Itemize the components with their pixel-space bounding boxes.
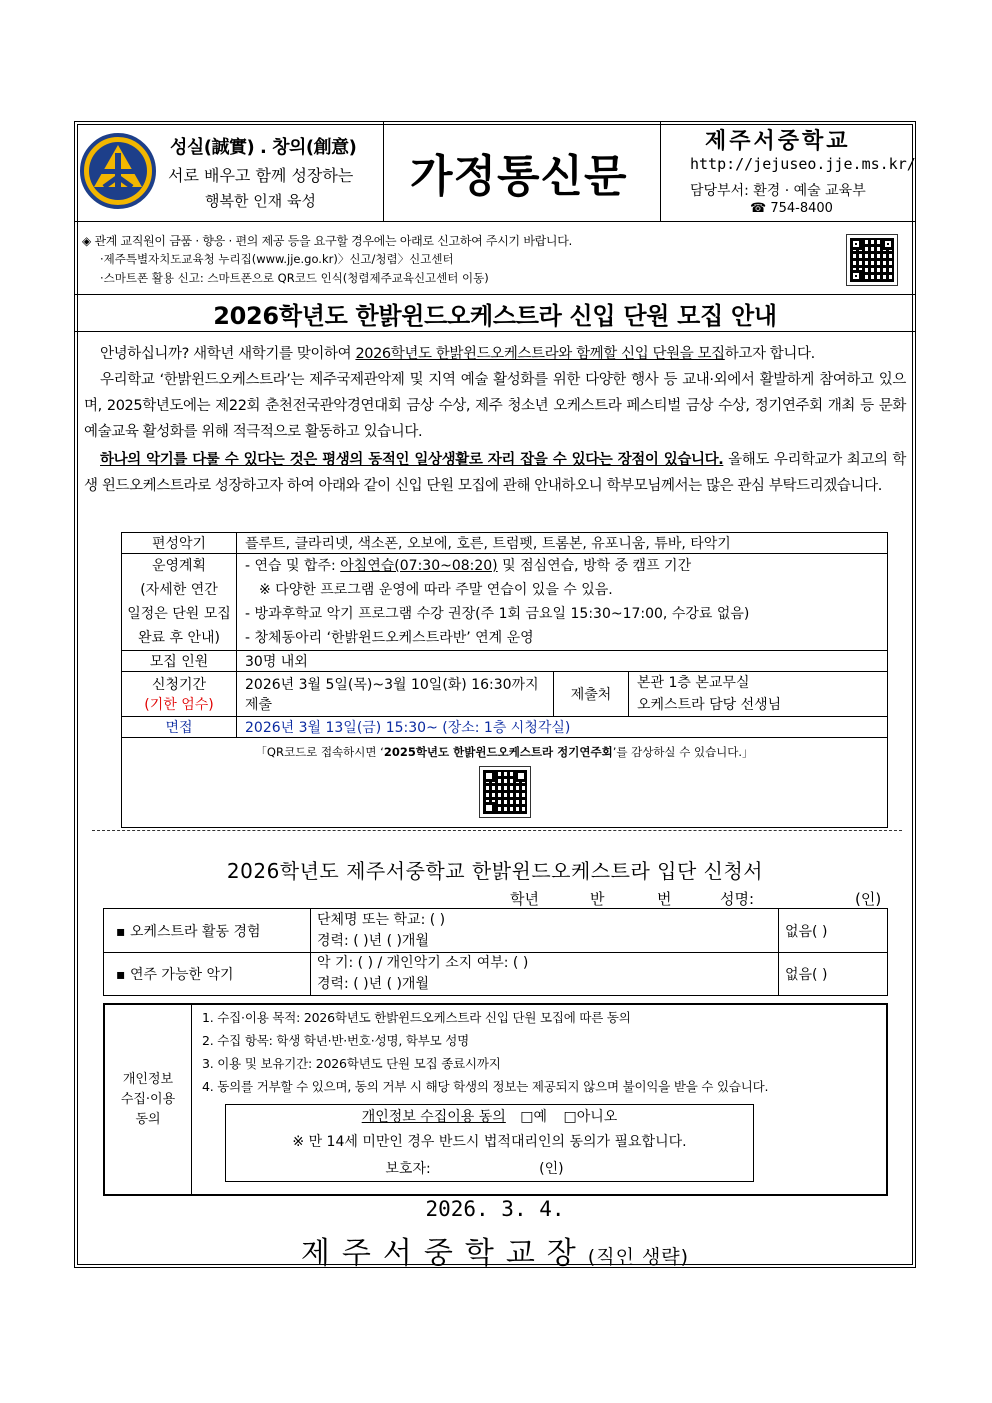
plan-label: 운영계획 (자세한 연간 일정은 단원 모집 완료 후 안내) <box>122 554 237 651</box>
recruit-info-table <box>121 532 888 828</box>
cut-line <box>92 830 902 831</box>
consent-item-3: 3. 이용 및 보유기간: 2026학년도 단원 모집 종료시까지 <box>202 1056 501 1071</box>
intro-paragraph: 안녕하십니까? 새학년 새학기를 맞이하여 2026학년도 한밝윈드오케스트라와 함께할 신입 단원을 모집하고자 합니다. <box>100 346 815 362</box>
class-label: 반 <box>590 890 605 908</box>
interview-value: 2026년 3월 13일(금) 15:30~ (장소: 1층 시청각실) <box>237 717 888 738</box>
experience-field[interactable]: 단체명 또는 학교: ( ) 경력: ( )년 ( )개월 <box>311 909 779 953</box>
consent-yes-checkbox[interactable]: □예 <box>520 1109 548 1125</box>
experience-label: ▪ 오케스트라 활동 경험 <box>104 909 311 953</box>
submit-value: 본관 1층 본교무실 오케스트라 담당 선생님 <box>629 672 888 717</box>
report-qr-code-icon <box>846 234 898 286</box>
notice-title: 2026학년도 한밝윈드오케스트라 신입 단원 모집 안내 <box>213 302 777 330</box>
consent-item-2: 2. 수집 항목: 학생 학년·반·번호·성명, 학부모 성명 <box>202 1033 470 1048</box>
phone-number: ☎ 754-8400 <box>750 201 833 216</box>
name-label: 성명: <box>720 890 755 908</box>
minor-note: ※ 만 14세 미만인 경우 반드시 법적대리인의 동의가 필요합니다. <box>292 1134 687 1150</box>
consent-item-1: 1. 수집·이용 목적: 2026학년도 한밝윈드오케스트라 신입 단원 모집에 따른 동의 <box>202 1010 631 1025</box>
number-label: 번 <box>657 890 672 908</box>
submit-label: 제출처 <box>554 672 629 717</box>
newsletter-title: 가정통신문 <box>410 151 628 202</box>
department: 담당부서: 환경 · 예술 교육부 <box>690 183 866 199</box>
apply-value: 2026년 3월 5일(목)~3월 10일(화) 16:30까지 제출 <box>237 672 554 717</box>
consent-label: 개인정보 수집·이용 동의 <box>105 1005 192 1194</box>
consent-signature-box <box>225 1104 754 1182</box>
report-divider <box>74 294 916 295</box>
instrument-label: ▪ 연주 가능한 악기 <box>104 953 311 996</box>
report-web: ·제주특별자치도교육청 누리집(www.jje.go.kr)〉신고/청렴〉신고센터 <box>100 252 454 266</box>
motto-line1: 성실(誠實) . 창의(創意) <box>170 137 357 158</box>
title-divider <box>74 331 916 332</box>
instruments-label: 편성악기 <box>122 533 237 554</box>
experience-none[interactable]: 없음( ) <box>779 909 888 953</box>
grade-label: 학년 <box>510 890 539 908</box>
instruments-value: 플루트, 클라리넷, 색소폰, 오보에, 호른, 트럼펫, 트롬본, 유포니움, 튜바, 타악기 <box>237 533 888 554</box>
consent-no-checkbox[interactable]: □아니오 <box>563 1109 618 1125</box>
issue-date: 2026. 3. 4. <box>425 1197 565 1221</box>
principal-signature: 제주서중학교장(직인 생략) <box>300 1236 690 1271</box>
header-divider-v1 <box>383 121 384 221</box>
privacy-consent-box <box>103 1003 888 1196</box>
header-divider-v2 <box>660 121 661 221</box>
concert-qr-code-icon[interactable] <box>479 766 531 818</box>
request-paragraph: 하나의 악기를 다룰 수 있다는 것은 평생의 동적인 일상생활로 자리 잡을 수 있다는 장점이 있습니다. 올해도 우리학교가 최고의 학생 윈드오케스트라로 성장하고자 하여 아래와 같이 신입 단원 모집에 관해 안내하오니 학부모님께서는 많은 관심 부탁드리겠습니다. <box>84 452 906 494</box>
motto-line2: 서로 배우고 함께 성장하는 <box>168 166 354 185</box>
motto-line3: 행복한 인재 육성 <box>205 192 316 210</box>
instrument-none[interactable]: 없음( ) <box>779 953 888 996</box>
consent-item-4: 4. 동의를 거부할 수 있으며, 동의 거부 시 해당 학생의 정보는 제공되지 않으며 불이익을 받을 수 있습니다. <box>202 1079 769 1094</box>
school-name: 제주서중학교 <box>705 129 851 154</box>
interview-label: 면접 <box>122 717 237 738</box>
recruit-value: 30명 내외 <box>237 651 888 672</box>
qr-note-cell: 「QR코드로 접속하시면 ‘2025학년도 한밝윈드오케스트라 정기연주회’를 감상하실 수 있습니다.」 <box>122 738 888 828</box>
application-title: 2026학년도 제주서중학교 한밝윈드오케스트라 입단 신청서 <box>226 859 764 883</box>
school-url: http://jejuseo.jje.ms.kr/ <box>690 155 916 173</box>
guardian-label: 보호자: <box>385 1161 431 1177</box>
apply-label: 신청기간 (기한 엄수) <box>122 672 237 717</box>
history-paragraph: 우리학교 ‘한밝윈드오케스트라’는 제주국제관악제 및 지역 예술 활성화를 위한 다양한 행사 등 교내·외에서 활발하게 참여하고 있으며, 2025학년도에는 제22회 춘천전국관악경연대회 금상 수상, 제주 청소년 오케스트라 페스티벌 금상 수상, 정기연주회 개최 등 문화예술교육 활성화를 위해 적극적으로 활동하고 있습니다. <box>84 372 907 440</box>
consent-question: 개인정보 수집이용 동의 <box>361 1109 506 1125</box>
instrument-field[interactable]: 악 기: ( ) / 개인악기 소지 여부: ( ) 경력: ( )년 ( )개월 <box>311 953 779 996</box>
header-divider <box>74 221 916 222</box>
plan-value: - 연습 및 합주: 아침연습(07:30~08:20) 및 점심연습, 방학 중 캠프 기간 ※ 다양한 프로그램 운영에 따라 주말 연습이 있을 수 있음. - 방과후학교 악기 프로그램 수강 권장(주 1회 금요일 15:30~17:00, 수강료 없음) - 창체동아리 ‘한밝윈드오케스트라반’ 연계 운영 <box>237 554 888 651</box>
school-logo-icon <box>80 133 156 209</box>
guardian-seal[interactable]: (인) <box>539 1161 564 1177</box>
report-notice: ◈ 관계 교직원이 금품 · 향응 · 편의 제공 등을 요구할 경우에는 아래로 신고하여 주시기 바랍니다. <box>82 234 572 248</box>
application-table <box>103 908 888 996</box>
report-smartphone: ·스마트폰 활용 신고: 스마트폰으로 QR코드 인식(청렴제주교육신고센터 이동) <box>100 271 489 285</box>
name-seal: (인) <box>855 890 882 908</box>
recruit-label: 모집 인원 <box>122 651 237 672</box>
